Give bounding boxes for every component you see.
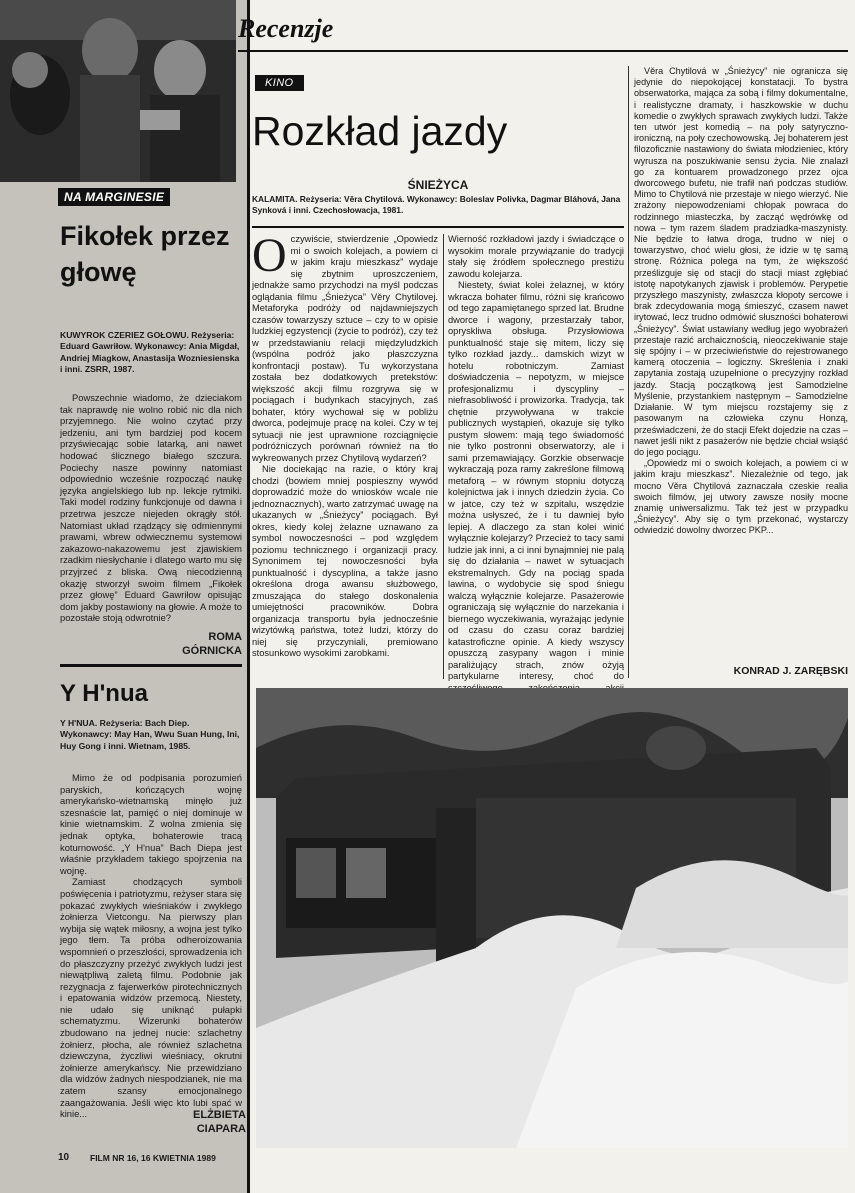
drop-cap: O (252, 229, 287, 282)
author-last-name: GÓRNICKA (182, 645, 242, 657)
header-rule (238, 50, 848, 52)
column-rule (628, 66, 629, 678)
paragraph: Wierność rozkładowi jazdy i świadczące o wysokim morale przywiązanie do tradycji stały się źródłem społecznego prestiżu zawodu kolejarza. (448, 234, 624, 279)
film-credits: KALAMITA. Reżyseria: Věra Chytilová. Wykonawcy: Boleslav Polivka, Dagmar Bláhová, Jana Synková i inni. Czechosłowacja, 1981. (252, 194, 621, 215)
left-column (0, 0, 250, 1193)
article-title-fikolek: Fikołek przez głowę (60, 221, 230, 287)
main-article-title: Rozkład jazdy (252, 108, 508, 154)
paragraph: czywiście, stwierdzenie „Opowiedz mi o swoich kolejach, a powiem ci w jakim kraju mieszkasz” wydaje się zbytnim uproszczeniem, jednakże samo przychodzi na myśl podczas oglądania filmu „Śnieżyca” Věry Chytilovej. Metaforyka podróży od najdawniejszych czasów towarzyszy sztuce – czy to w opisie ludzkiej egzystencji (życie to podróż), czy też w przedstawianiu relacji międzyludzkich (wspólna podróż jako płaszczyzna konfrontacji postaw). Tu wykorzystana została bez dodatkowych pretekstów: większość akcji filmu rozgrywa się w pociągach i budynkach stacyjnych, zaś bohater, który wychował się w pobliżu dworca, podejmuje pracę na kolei. Czy w tej sytuacji nie jest uprawnione rozciągnięcie podróżniczych porównań również na tło wykreowanych przez Chytilovą wydarzeń? (252, 234, 438, 463)
main-column-1 (252, 229, 438, 660)
paragraph: Powszechnie wiadomo, że dzieciakom tak naprawdę nie wolno robić nic dla nich przyjemnego. Nie wolno czytać przy jedzeniu, ani tym bardziej pod kocem przyświecając sobie latarką, ani nawet hodować ślicznego białego szczura. Pociechy nasze powinny natomiast odpowiednio wcześnie rozpocząć naukę języka angielskiego lub np. lekcje rytmiki. Taki model rodziny funkcjonuje od dawna i przetrwa jeszcze niejeden okrągły stół. Natomiast układ rządzący się odmiennymi prawami, wbrew odwiecznemu systemowi zakazowo-nakazowemu jest zjawiskiem rzadkim niesłychanie i dlatego warto mu się przyjrzeć z bliska. Ową niecodzienną okazję stworzył swoim filmem „Fikołek przez głowę” Eduard Gawriłow opisując dom jakby postawiony na głowie. A może to pozostałe stoją odwrotnie? (60, 392, 242, 624)
paragraph: Nie dociekając na razie, o który kraj chodzi (bowiem mniej pospieszny wywód doprowadzić może do wniosków wcale nie jednoznacznych), warto zatrzymać uwagę na ukazanych w „Śnieżycy” pociągach. Był okres, kiedy kolej żelazne uznawano za symbol nowoczesności – pod względem poziomu technicznego i organizacji pracy. Synonimem tej nowoczesności była punktualność i dyscyplina, a także jasno określona droga awansu służbowego, zmuszająca do stałego doskonalenia umiejętności pracowników. Dobra organizacja transportu była jednocześnie wizytówką państwa, toteż ludzi, którzy do niej się przyczyniali, premiowano stosunkowo wysokimi zarobkami. (252, 464, 438, 658)
paragraph: Zamiast chodzących symboli poświęcenia i patriotyzmu, reżyser stara się pokazać zwykłych wieśniaków i zwykłego żołnierza Vietcongu. Na pierwszy plan wybija się wątek miłosny, a wojna jest tylko jego tłem. Ta próba odheroizowania wspomnień o przeszłości, sprowadzenia ich do płaszczyzny przeżyć zwykłych ludzi jest niewątpliwą zaletą filmu. Podobnie jak rezygnacja z fajerwerków pirotechnicznych i epatowania widzów przemocą. Niestety, nie udało się uniknąć pułapki schematyzmu. Wizerunki bohaterów zbudowano na jednej nucie: szlachetny żołnierz, płocha, ale również szlachetna dziewczyna, życzliwi wieśniacy, okrutni żołnierze amerykańscy. Nie przewidziano dla widzów żadnych niespodzianek, nie ma zatem szansy emocjonalnego zaangażowania. Jeśli więc kto lubi spać w kinie... (60, 876, 242, 1120)
article-title-yhnua: Y H'nua (60, 680, 148, 707)
article-body-fikolek (60, 392, 242, 624)
paragraph: Niestety, świat kolei żelaznej, w który wkracza bohater filmu, różni się krańcowo od tego zapamiętanego sprzed lat. Brudne dworce i wagony, przestarzały tabor, opryskliwa obsługa. Przysłowiowa punktualność staje się mitem, liczy się tylko rozkład jazdy... damskich wizyt w hotelu robotniczym. Zamiast doświadczenia – nepotyzm, w miejsce profesjonalizmu i dyscypliny – niefrasobliwość i prowizorka. Tradycja, tak chętnie przywoływana w trakcie publicznych wystąpień, okazuje się tylko pustym słowem: mają tego świadomość nie tylko postronni obserwatorzy, ale i sami przemawiający. Gorzkie obserwacje wykraczają poza ramy zakreślone filmową metaforą – w równym stopniu dotyczą kolejnictwa jak i innych dziedzin życia. Co w jatce, czy też w szpitalu, wszędzie można usłyszeć, że i tu dawniej było lepiej. A dlaczego za stan kolei winić wyłącznie kolejarzy? Przecież to tacy sami ludzie jak inni, a ci inni bynajmniej nie palą się do działania – nawet w sytuacjach ekstremalnych. Gdy na pociąg spada lawina, o wydobycie się spod śniegu walczą wyłącznie kolejarze. Pasażerowie ograniczają się wyłącznie do narzekania i biernego wyczekiwania, wyrażając jedynie od czasu do czasu coraz bardziej katastroficzne opinie. A kiedy wszyscy opuszczą zasypany wagon i minie paraliżujący strach, znów ożyją partykularne interesy, choć do (448, 280, 624, 681)
section-label-na-marginesie: NA MARGINESIE (58, 188, 170, 206)
divider (60, 664, 242, 667)
credits-rule (252, 226, 624, 228)
column-rule (443, 234, 444, 679)
author-signature-ciapara (60, 1108, 246, 1136)
issue-info: FILM NR 16, 16 KWIETNIA 1989 (90, 1153, 216, 1163)
top-left-photo (0, 0, 236, 182)
page-number: 10 (58, 1152, 70, 1163)
paragraph: Věra Chytilová w „Śnieżycy” nie ogranicza się jedynie do niepokojącej konstatacji. To bystra obserwatorka, mająca za sobą i filmy dokumentalne, i realistyczne dramaty, i haszkowskie w duchu komedie o zwykłych sprawach zwykłych ludzi. Także ten utwór jest komedią – na poły satyryczno-ironiczną, na poły czechowowską. Jej bohaterem jest filozoficznie nastawiony do świata młodzieniec, który wyrusza na poszukiwanie sensu życia. Nie znalazł go za kontuarem prowadzonego przez ojca dworcowego bufetu, nie trafił nań podczas studiów. Mimo to Chytilová nie przestaje w niego wierzyć. Nie zrażony niepowodzeniami chłopak powraca do rodzinnego miasteczka, by zacząć wędrówkę od nowa – tym razem śladem pradziadka-maszynisty. Nie będzie to łatwa droga, trudno w niej o towarzystwo, choć wielu głosi, że idzie w tę samą stronę. Różnica polega na tym, że większość prześlizguje się od stacji do stacji miast zgłębiać istotę napotykanych zjawisk i problemów. Perypetie przyszłego maszynisty, zwłaszcza kłopoty sercowe i brak zdecydowania mogą śmieszyć, czasem nawet irytować, lecz trudno odmówić słuszności bohaterowi „Śnieżycy”. Świat ustawiany według jego wyobrażeń przestaje razić archaicznością, nieoczekiwanie staje się spójny i – w przeciwieństwie do rejestrowanego kamerą otoczenia – logiczny. Skreślenia i znaki zapytania zostają uzupełnione o precyzyjny rozkład jazdy. Stacją początkową jest Samodzielne Myślenie, przystankiem następnym – Samodzielne Działanie. W tym miejscu rozstajemy się z pasowanym na człowieka czynu Honzą, przeświadczeni, że do stacji Efekt dojedzie na czas – nawet jeśli nikt z pasażerów nie będzie chciał wsiąść do jego pociągu. (634, 66, 848, 457)
section-header: Recenzje (238, 14, 334, 43)
main-column-3 (634, 66, 848, 537)
author-signature-gornicka (60, 630, 242, 658)
category-badge: KINO (255, 75, 304, 91)
article-body-yhnua (60, 772, 242, 1120)
paragraph: Mimo że od podpisania porozumień paryskich, kończących wojnę amerykańsko-wietnamską minęło już szesnaście lat, pamięć o niej dominuje w kinie wietnamskim. Z wolna zmienia się jednak optyka, bohaterowie tracą koturnowość. „Y H'nua” Bach Diepa jest właśnie przykładem takiego spojrzenia na wojnę. (60, 772, 242, 876)
author-signature-zarebski: KONRAD J. ZARĘBSKI (733, 665, 848, 677)
film-title: ŚNIEŻYCA (407, 178, 469, 192)
paragraph: „Opowiedz mi o swoich kolejach, a powiem ci w jakim kraju mieszkasz”. Niezależnie od tego, jak mocno Věra Chytilová zaznaczała czeskie realia swoich filmów, jej utwory zawsze nosiły mocne znamię uniwersalizmu. Tak też jest w przypadku „Śnieżycy”. Aby się o tym przekonać, wystarczy odwiedzić dowolny dworzec PKP... (634, 458, 848, 536)
author-first-name: ELŻBIETA (193, 1109, 246, 1121)
author-first-name: ROMA (208, 631, 242, 643)
main-column-2 (448, 234, 624, 706)
train-snow-photo (256, 688, 848, 1148)
author-last-name: CIAPARA (196, 1123, 246, 1135)
article-credits-yhnua: Y H'NUA. Reżyseria: Bach Diep. Wykonawcy: May Han, Wwu Suan Hung, Ini, Huy Gong i inni. Wietnam, 1985. (60, 718, 240, 751)
article-credits-fikolek: KUWYROK CZERIEZ GOŁOWU. Reżyseria: Eduard Gawriłow. Wykonawcy: Ania Migdał, Andriej Miagkow, Anastasija Wozniesienska i inni. ZSRR, 1987. (60, 330, 240, 375)
